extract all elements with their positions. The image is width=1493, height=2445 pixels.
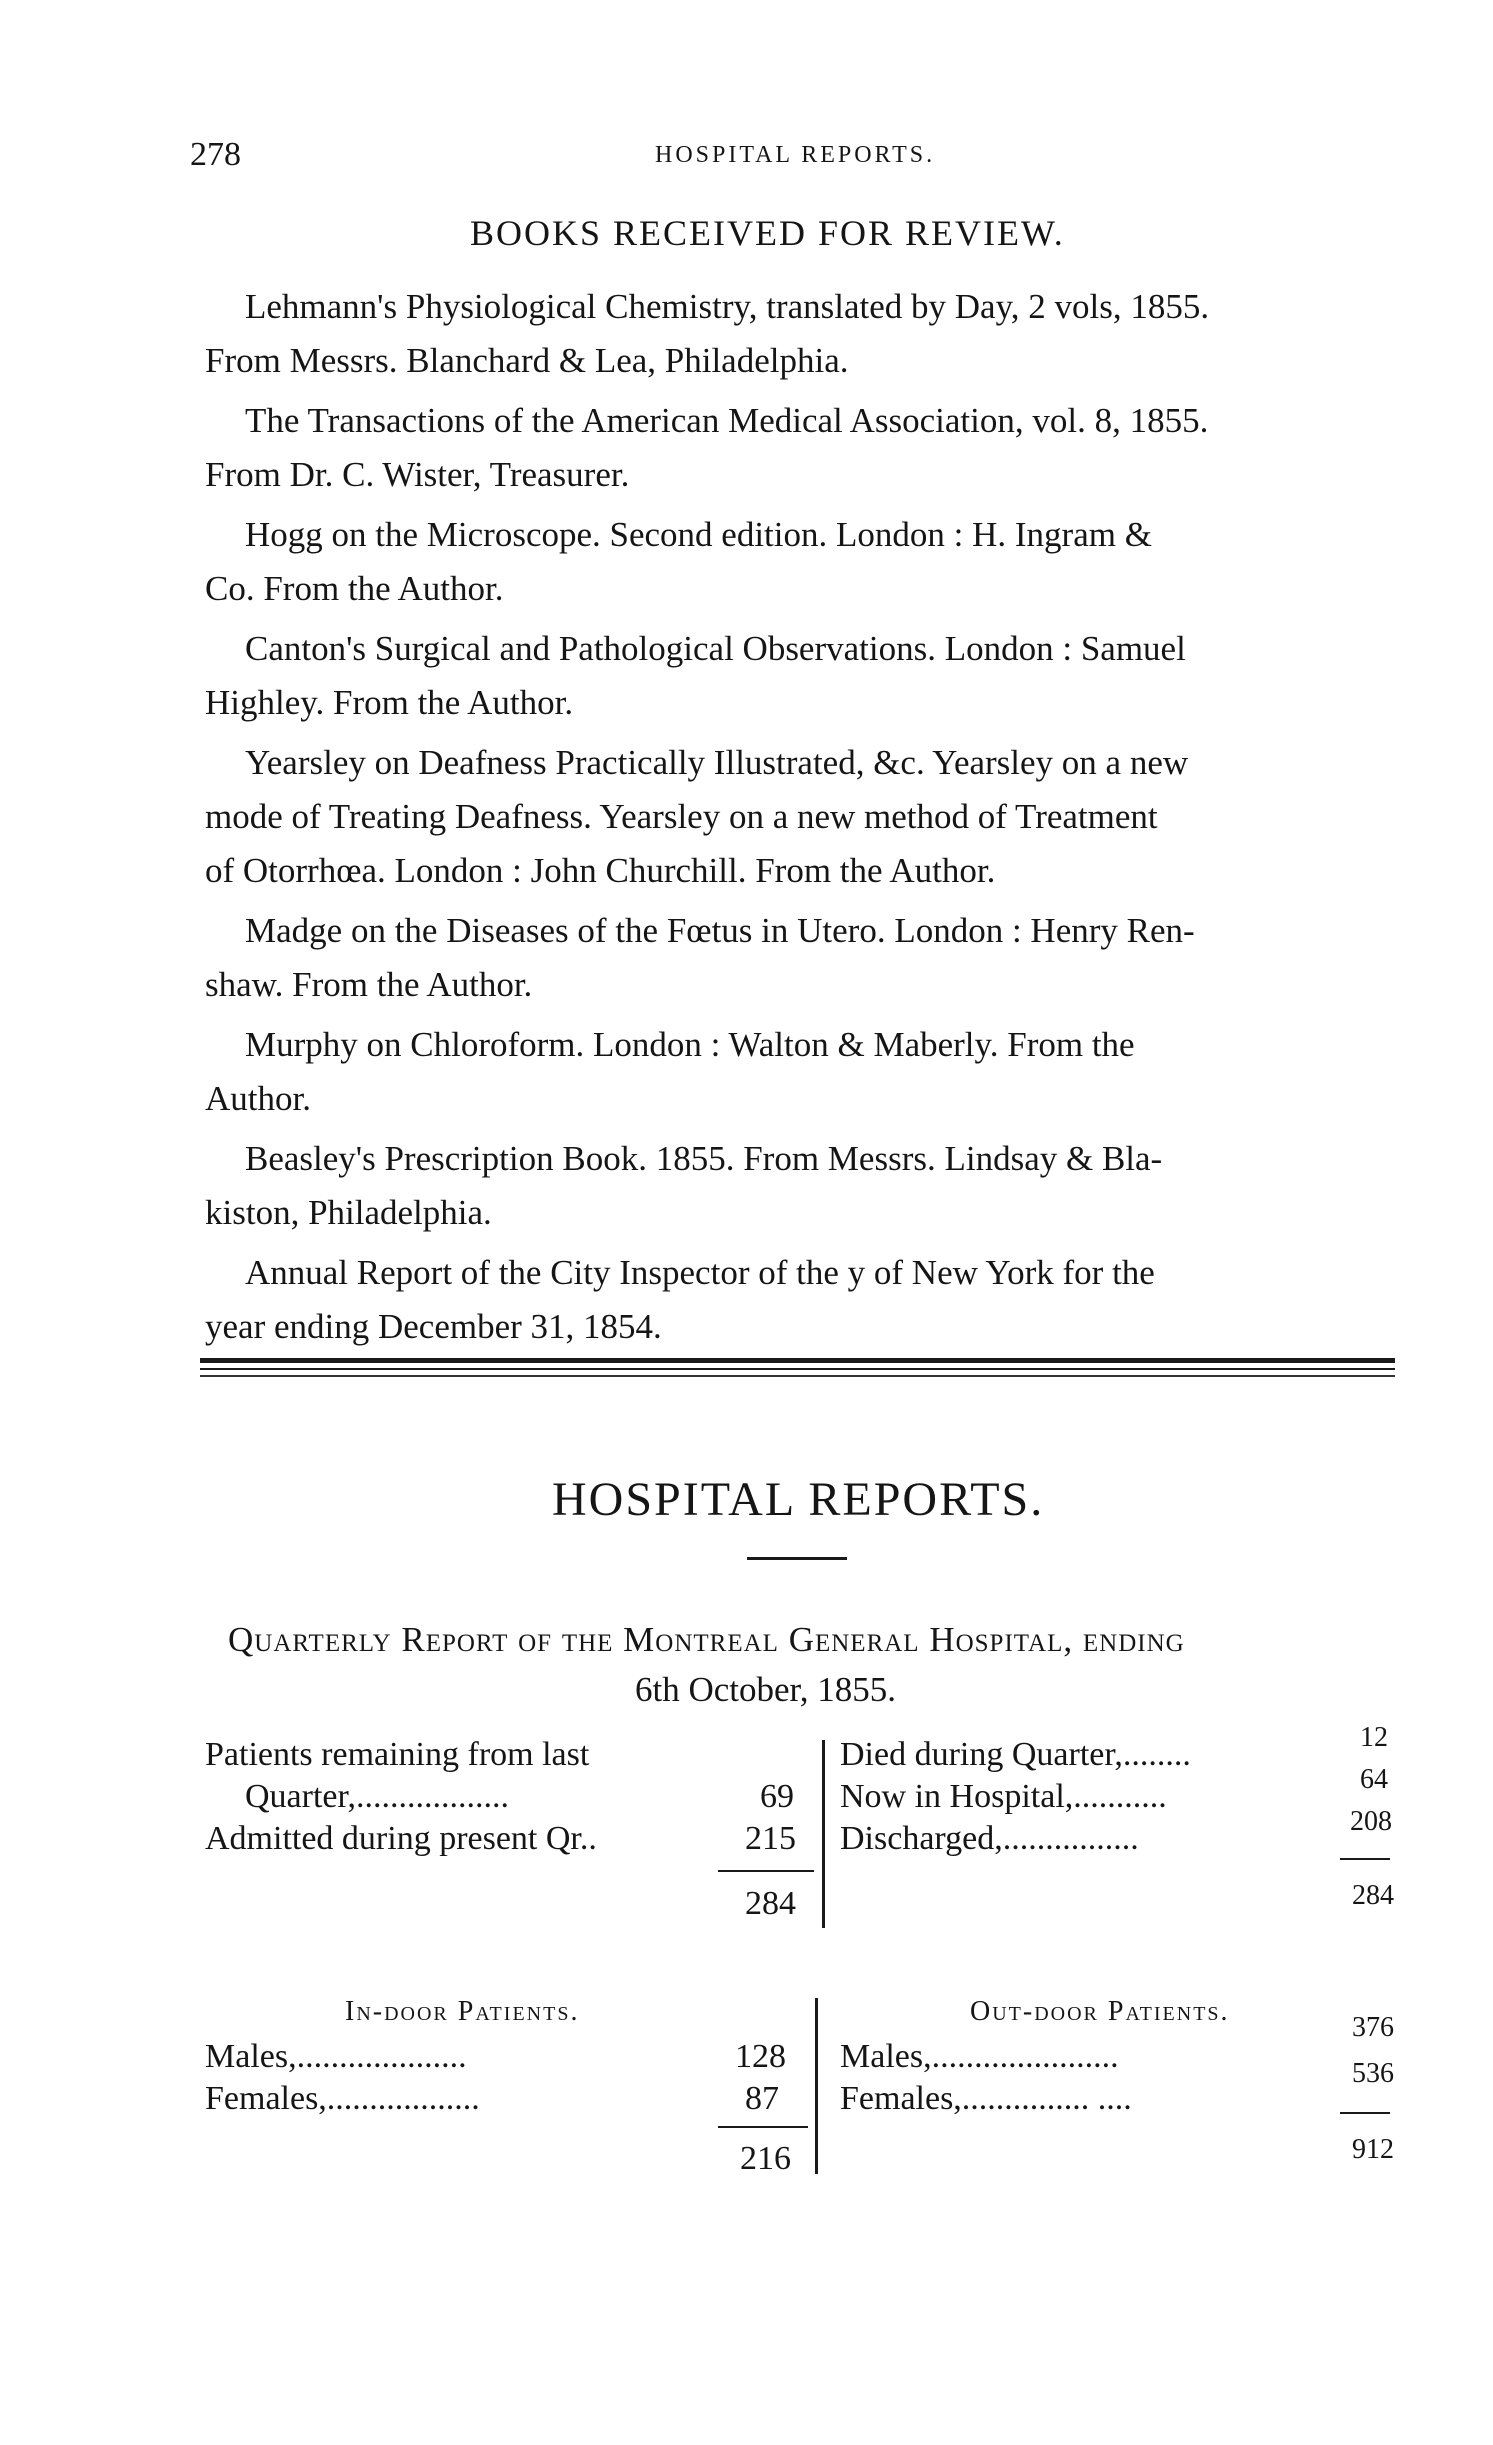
book-entry-line: mode of Treating Deafness. Yearsley on a new method of Treatment xyxy=(205,797,1158,836)
book-entry-line: Canton's Surgical and Pathological Observations. London : Samuel xyxy=(245,629,1186,668)
title-underline xyxy=(747,1557,847,1560)
book-entry-line: From Messrs. Blanchard & Lea, Philadelphia. xyxy=(205,341,849,380)
summary-value: 69 xyxy=(760,1778,794,1815)
summary-value: 215 xyxy=(745,1820,796,1857)
patients-label: Females,............... .... xyxy=(840,2080,1132,2117)
sum-rule xyxy=(718,1870,814,1872)
summary-label: Now in Hospital,........... xyxy=(840,1778,1167,1815)
book-entry-line: Beasley's Prescription Book. 1855. From Messrs. Lindsay & Bla- xyxy=(245,1139,1163,1178)
patients-label: Females,.................. xyxy=(205,2080,480,2117)
book-entry-line: Madge on the Diseases of the Fœtus in Utero. London : Henry Ren- xyxy=(245,911,1195,950)
hospital-section-title: HOSPITAL REPORTS. xyxy=(552,1473,1045,1526)
summary-total: 284 xyxy=(1352,1880,1394,1911)
book-entry-line: Lehmann's Physiological Chemistry, translated by Day, 2 vols, 1855. xyxy=(245,287,1210,326)
patients-total: 912 xyxy=(1352,2134,1394,2165)
patients-total: 216 xyxy=(740,2140,791,2177)
books-section-title: BOOKS RECEIVED FOR REVIEW. xyxy=(470,213,1065,253)
column-divider xyxy=(822,1740,825,1928)
book-entry xyxy=(205,1132,1405,1240)
section-divider xyxy=(200,1368,1395,1370)
summary-total: 284 xyxy=(745,1885,796,1922)
section-divider xyxy=(200,1358,1395,1363)
book-entry-line: Co. From the Author. xyxy=(205,569,504,608)
books-list xyxy=(205,280,1405,1360)
book-entry xyxy=(205,622,1405,730)
running-head: HOSPITAL REPORTS. xyxy=(655,142,936,168)
book-entry xyxy=(205,394,1405,502)
book-entry-line: year ending December 31, 1854. xyxy=(205,1307,662,1346)
book-entry xyxy=(205,280,1405,388)
patients-label: Males,...................... xyxy=(840,2038,1119,2075)
book-entry-line: of Otorrhœa. London : John Churchill. From the Author. xyxy=(205,851,996,890)
patients-value: 536 xyxy=(1352,2058,1394,2089)
book-entry-line: Author. xyxy=(205,1079,311,1118)
sum-rule xyxy=(718,2126,808,2128)
section-divider xyxy=(200,1375,1395,1377)
book-entry xyxy=(205,508,1405,616)
summary-label: Died during Quarter,........ xyxy=(840,1736,1191,1773)
book-entry xyxy=(205,904,1405,1012)
book-entry-line: Annual Report of the City Inspector of the y of New York for the xyxy=(245,1253,1155,1292)
summary-value: 12 xyxy=(1360,1722,1388,1753)
book-entry-line: From Dr. C. Wister, Treasurer. xyxy=(205,455,630,494)
summary-label: Admitted during present Qr.. xyxy=(205,1820,597,1857)
book-entry xyxy=(205,1018,1405,1126)
summary-label: Quarter,.................. xyxy=(245,1778,509,1815)
column-divider xyxy=(815,1998,818,2174)
page-number: 278 xyxy=(190,136,241,173)
patients-value: 376 xyxy=(1352,2012,1394,2043)
book-entry-line: Hogg on the Microscope. Second edition. London : H. Ingram & xyxy=(245,515,1152,554)
summary-label: Patients remaining from last xyxy=(205,1736,590,1773)
summary-label: Discharged,................ xyxy=(840,1820,1139,1857)
in-door-heading: In-door Patients. xyxy=(345,1996,580,2027)
book-entry-line: kiston, Philadelphia. xyxy=(205,1193,492,1232)
report-date: 6th October, 1855. xyxy=(635,1670,897,1709)
book-entry xyxy=(205,736,1405,898)
patients-value: 128 xyxy=(735,2038,786,2075)
sum-rule xyxy=(1340,2112,1390,2114)
book-entry-line: Yearsley on Deafness Practically Illustrated, &c. Yearsley on a new xyxy=(245,743,1189,782)
patients-label: Males,.................... xyxy=(205,2038,467,2075)
report-subtitle: Quarterly Report of the Montreal General Hospital, ending xyxy=(228,1620,1185,1659)
book-entry-line: Highley. From the Author. xyxy=(205,683,574,722)
summary-value: 208 xyxy=(1350,1806,1392,1837)
sum-rule xyxy=(1340,1858,1390,1860)
book-entry-line: The Transactions of the American Medical Association, vol. 8, 1855. xyxy=(245,401,1209,440)
book-entry-line: Murphy on Chloroform. London : Walton & Maberly. From the xyxy=(245,1025,1135,1064)
book-entry-line: shaw. From the Author. xyxy=(205,965,533,1004)
out-door-heading: Out-door Patients. xyxy=(970,1996,1230,2027)
summary-value: 64 xyxy=(1360,1764,1388,1795)
book-entry xyxy=(205,1246,1405,1354)
patients-value: 87 xyxy=(745,2080,779,2117)
